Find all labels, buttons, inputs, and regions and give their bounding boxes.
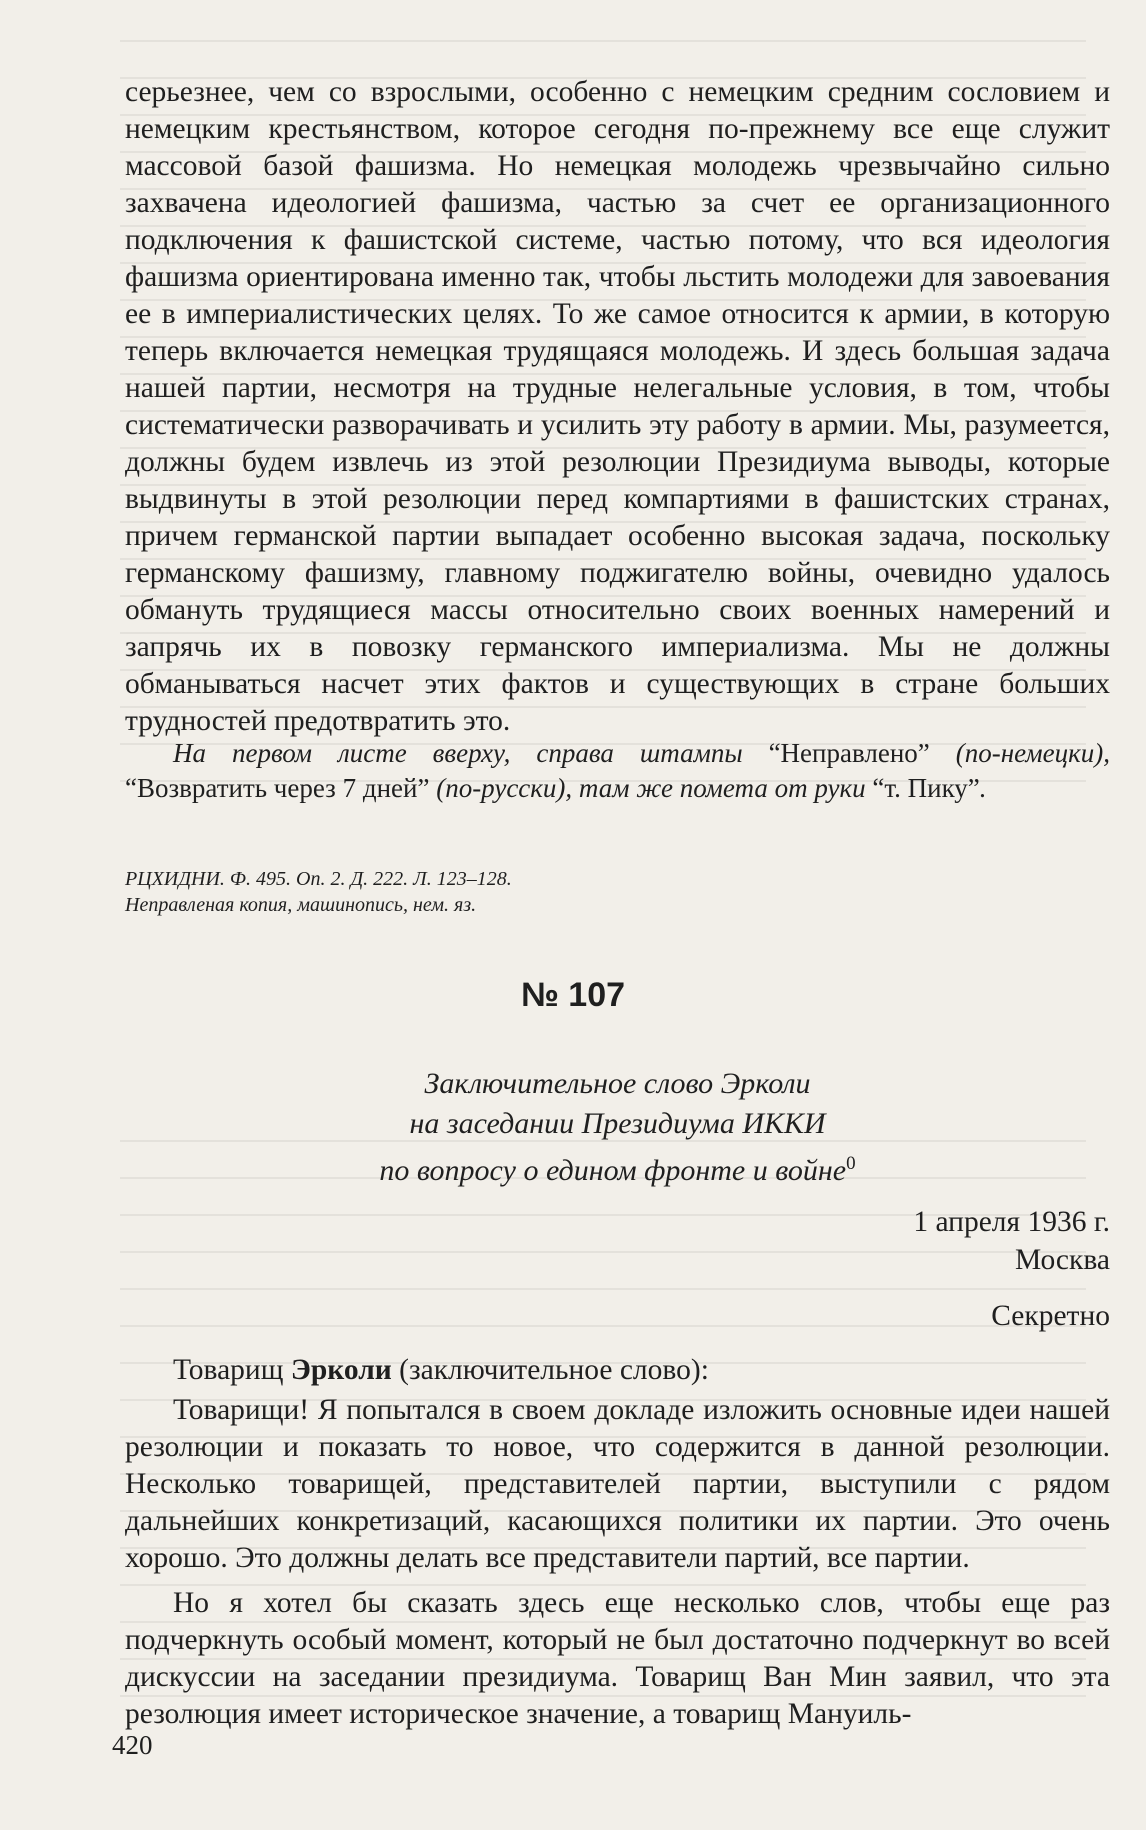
annotation-text: На первом листе вверху, справа штампы [173, 738, 769, 768]
continued-paragraph [125, 74, 1110, 740]
stamp-text: “Возвратить через 7 дней” [125, 773, 430, 803]
speech-body [125, 1392, 1110, 1733]
annotation-text: . [979, 773, 987, 803]
archive-reference [125, 866, 1110, 918]
document-title [125, 1064, 1110, 1191]
page-number: 420 [112, 1730, 153, 1760]
annotation-text: (по-русски), там же помета от руки [429, 773, 873, 803]
document-place: Москва [1014, 1244, 1110, 1276]
title-line: Заключительное слово Эрколи [424, 1067, 811, 1100]
title-line: по вопросу о едином фронте и войне$^0$ [379, 1153, 856, 1187]
paragraph: серьезнее, чем со взрослыми, особенно с немецким средним сословием и немецким крестьянством, которое сегодня по-прежнему все еще служит массовой базой фашизма. Но немецкая молодежь чрезвычайно сильно захвачена идеологией фашизма, частью за счет ее организационного подключения к фашистской системе, частью потому, что вся идеология фашизма ориентирована именно так, чтобы льстить молодежи для завоевания ее в империалистических целях. То же самое относится к армии, в которую теперь включается немецкая трудящаяся молодежь. И здесь большая задача нашей партии, несмотря на трудные нелегальные условия, в том, чтобы систематически разворачивать и усилить эту работу в армии. Мы, разумеется, должны будем извлечь из этой резолюции Президиума выводы, которые выдвинуты в этой резолюции перед компартиями в фашистских странах, причем германской партии выпадает особенно высокая задача, поскольку германскому фашизму, главному поджигателю войны, очевидно удалось обмануть трудящиеся массы относительно своих военных намерений и запрячь их в повозку германского империализма. Мы не должны обманываться насчет этих фактов и существующих в стране больших трудностей предотвратить это. [125, 76, 1110, 737]
title-line: на заседании Президиума ИККИ [409, 1107, 826, 1140]
paragraph: Но я хотел бы сказать здесь еще несколько слов, чтобы еще раз подчеркнуть особый момент, который не был достаточно подчеркнут во всей дискуссии на заседании президиума. Товарищ Ван Мин заявил, что эта резолюция имеет историческое значение, а товарищ Мануиль- [125, 1587, 1110, 1730]
annotation-text: (по-немецки), [929, 738, 1111, 768]
archival-annotation [125, 736, 1110, 806]
speaker-intro: Товарищ Эрколи (заключительное слово): [173, 1354, 709, 1386]
speaker-name: Эрколи [290, 1354, 392, 1386]
footnote-mark: 0 [846, 1153, 856, 1174]
archive-copy-note: Неправленая копия, машинопись, нем. яз. [125, 894, 477, 916]
document-date: 1 апреля 1936 г. [913, 1206, 1110, 1238]
document-number: № 107 [520, 976, 626, 1014]
handwritten-note-text: “т. Пику” [872, 773, 980, 803]
paragraph: Товарищи! Я попытался в своем докладе изложить основные идеи нашей резолюции и показать то новое, что содержится в данной резолюции. Несколько товарищей, представителей партии, выступили с рядом дальнейших конкретизаций, касающихся политики их партии. Это очень хорошо. Это должны делать все представители партий, все партии. [125, 1394, 1110, 1574]
archive-citation: РЦХИДНИ. Ф. 495. Оп. 2. Д. 222. Л. 123–128. [125, 868, 512, 890]
stamp-text: “Неправлено” [768, 738, 930, 768]
classification-mark: Секретно [991, 1300, 1110, 1332]
